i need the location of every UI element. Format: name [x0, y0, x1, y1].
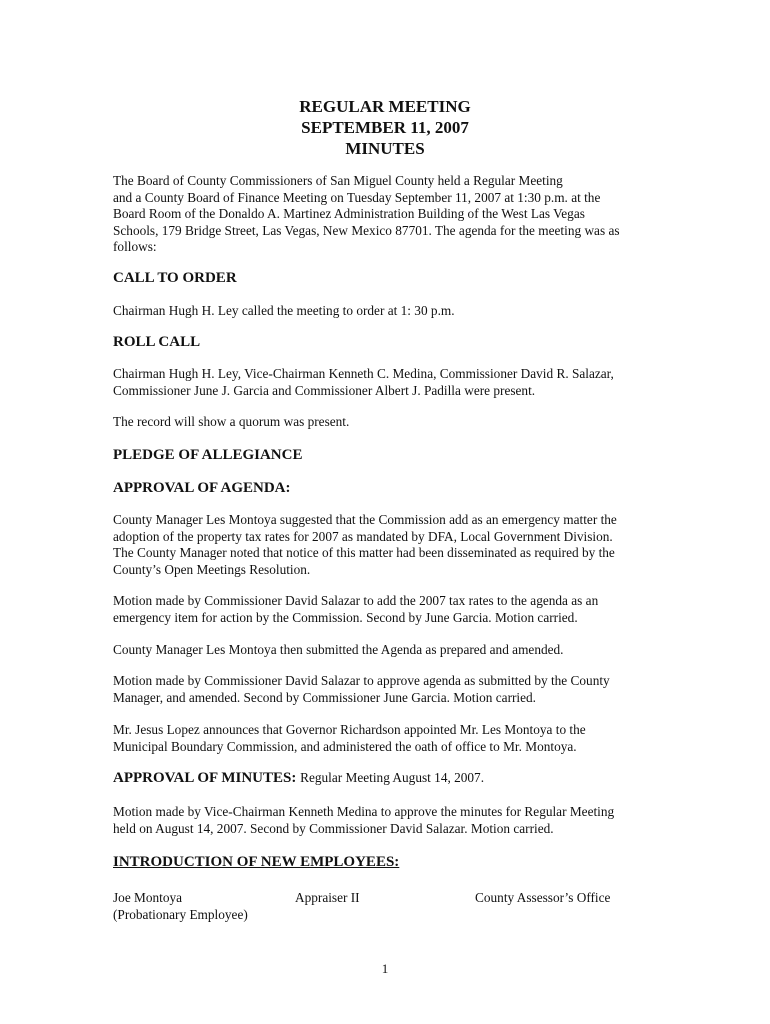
agenda-paragraph-3: County Manager Les Montoya then submitted the Agenda as prepared and amended. [113, 642, 564, 657]
call-to-order-text: Chairman Hugh H. Ley called the meeting to order at 1: 30 p.m. [113, 303, 455, 318]
approval-minutes-heading [113, 769, 484, 787]
call-to-order-heading: CALL TO ORDER [113, 270, 237, 286]
intro-line: follows: [113, 239, 157, 254]
intro-paragraph [113, 173, 653, 256]
roll-call-heading: ROLL CALL [113, 334, 201, 350]
quorum-text: The record will show a quorum was present. [113, 414, 350, 429]
agenda-paragraph-2: Motion made by Commissioner David Salazar to add the 2007 tax rates to the agenda as an emergency item for action by the Commission. Second by June Garcia. Motion carried. [113, 593, 599, 625]
title-line-1: REGULAR MEETING [299, 97, 471, 116]
approval-minutes-inline: Regular Meeting August 14, 2007. [300, 770, 485, 785]
agenda-paragraph-5: Mr. Jesus Lopez announces that Governor Richardson appointed Mr. Les Montoya to the Municipal Boundary Commission, and administered the oath of office to Mr. Montoya. [113, 722, 586, 754]
agenda-paragraph-1: County Manager Les Montoya suggested that the Commission add as an emergency matter the adoption of the property tax rates for 2007 as mandated by DFA, Local Government Division. The County Manager noted that notice of this matter had been disseminated as required by the County’s Open Meetings Resolution. [113, 512, 617, 577]
intro-line: and a County Board of Finance Meeting on Tuesday September 11, 2007 at 1:30 p.m. at the [113, 189, 601, 205]
approval-minutes-heading-text: APPROVAL OF MINUTES: [113, 770, 297, 786]
minutes-paragraph: Motion made by Vice-Chairman Kenneth Medina to approve the minutes for Regular Meeting held on August 14, 2007. Second by Commissioner David Salazar. Motion carried. [113, 804, 615, 836]
intro-line: The Board of County Commissioners of San Miguel County held a Regular Meeting [113, 173, 563, 188]
pledge-heading: PLEDGE OF ALLEGIANCE [113, 447, 303, 463]
intro-line: Board Room of the Donaldo A. Martinez Administration Building of the West Las Vegas [113, 206, 585, 221]
new-employees-heading: INTRODUCTION OF NEW EMPLOYEES: [113, 854, 400, 870]
title-line-2: SEPTEMBER 11, 2007 [301, 118, 469, 137]
employee-title: Appraiser II [295, 890, 360, 905]
intro-line: Schools, 179 Bridge Street, Las Vegas, New Mexico 87701. The agenda for the meeting was as [113, 222, 620, 238]
approval-agenda-heading: APPROVAL OF AGENDA: [113, 480, 291, 496]
employee-name: Joe Montoya [113, 890, 183, 905]
roll-call-text: Chairman Hugh H. Ley, Vice-Chairman Kenneth C. Medina, Commissioner David R. Salazar, Commissioner June J. Garcia and Commissioner Albert J. Padilla were present. [113, 366, 614, 398]
title-line-3: MINUTES [345, 139, 425, 158]
employee-office: County Assessor’s Office [475, 890, 611, 905]
employee-status: (Probationary Employee) [113, 907, 248, 922]
agenda-paragraph-4: Motion made by Commissioner David Salazar to approve agenda as submitted by the County Manager, and amended. Second by Commissioner June Garcia. Motion carried. [113, 673, 610, 705]
page-number: 1 [381, 961, 389, 976]
